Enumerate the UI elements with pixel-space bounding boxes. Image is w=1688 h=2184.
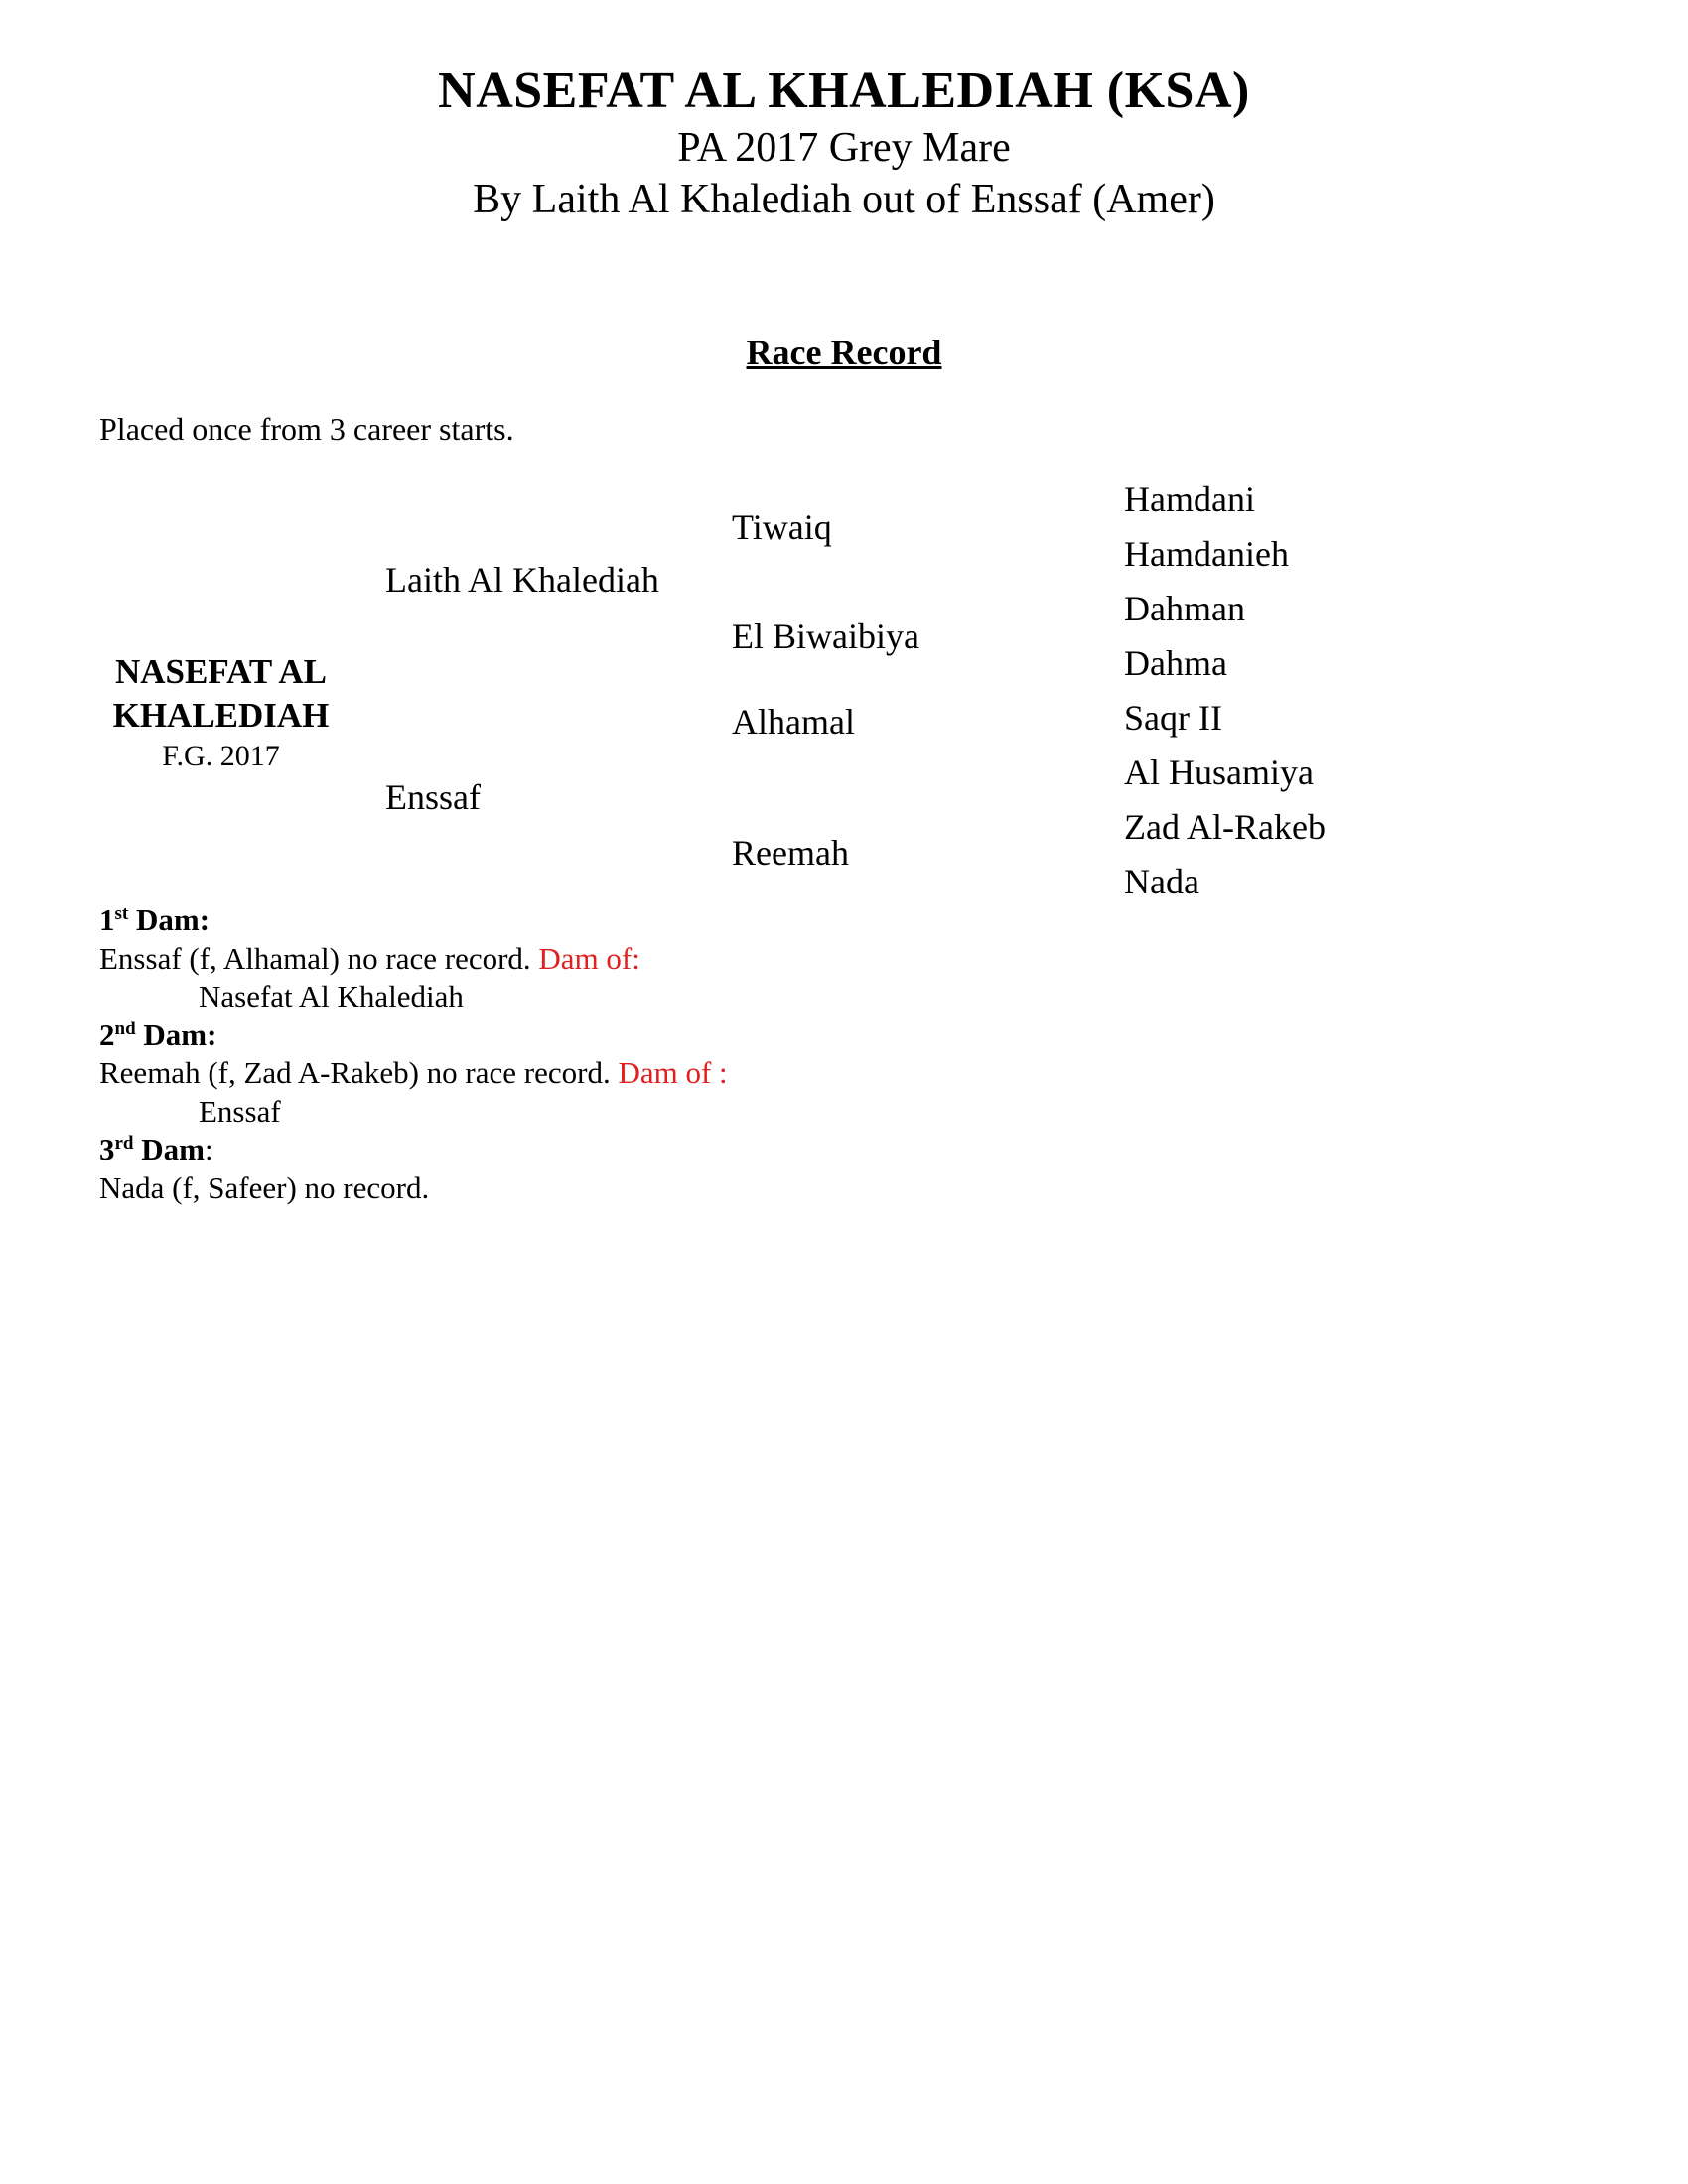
first-dam-label: Dam: (128, 902, 211, 937)
pedigree-great-grandparent: Nada (1124, 862, 1199, 901)
pedigree-sire: Laith Al Khalediah (385, 560, 659, 600)
third-dam-heading (99, 1131, 728, 1169)
second-dam-progeny: Enssaf (199, 1093, 281, 1129)
subject-name-line-2: KHALEDIAH (112, 696, 330, 735)
pedigree-grandsire-paternal: Tiwaiq (732, 507, 832, 547)
second-dam-ordinal-suffix: nd (114, 1018, 136, 1039)
second-dam-dam-of-label: Dam of : (618, 1055, 728, 1090)
pedigree-subject-name (70, 650, 372, 738)
third-dam-text: Nada (f, Safeer) no record. (99, 1169, 430, 1205)
second-dam-text (99, 1054, 728, 1093)
page-subtitle: PA 2017 Grey Mare (677, 125, 1011, 171)
third-dam-ordinal: 3 (99, 1132, 115, 1166)
pedigree-subject-info: F.G. 2017 (162, 740, 280, 772)
third-dam-ordinal-suffix: rd (114, 1133, 134, 1154)
pedigree-great-grandparent: Dahma (1124, 643, 1227, 683)
second-dam-label: Dam: (135, 1017, 217, 1052)
first-dam-progeny: Nasefat Al Khalediah (199, 979, 464, 1014)
subject-name-line-1: NASEFAT AL (115, 652, 327, 691)
page-title: NASEFAT AL KHALEDIAH (KSA) (438, 63, 1250, 119)
pedigree-great-grandparent: Zad Al-Rakeb (1124, 807, 1326, 847)
first-dam-ordinal: 1 (99, 902, 115, 937)
second-dam-description: Reemah (f, Zad A-Rakeb) no race record. (99, 1055, 619, 1090)
breeding-byline: By Laith Al Khalediah out of Enssaf (Amer) (473, 177, 1215, 222)
second-dam-heading (99, 1017, 728, 1055)
pedigree-granddam-maternal: Reemah (732, 833, 849, 873)
third-dam-label: Dam (133, 1132, 205, 1166)
pedigree-great-grandparent: Hamdani (1124, 479, 1255, 519)
pedigree-great-grandparent: Al Husamiya (1124, 752, 1314, 792)
pedigree-grandsire-maternal: Alhamal (732, 702, 855, 742)
first-dam-text (99, 940, 728, 979)
pedigree-great-grandparent: Saqr II (1124, 698, 1222, 738)
second-dam-ordinal: 2 (99, 1017, 115, 1052)
first-dam-dam-of-label: Dam of: (538, 940, 640, 976)
race-record-summary: Placed once from 3 career starts. (99, 411, 514, 447)
first-dam-heading (99, 901, 728, 940)
pedigree-granddam-paternal: El Biwaibiya (732, 616, 919, 656)
first-dam-ordinal-suffix: st (114, 903, 129, 924)
pedigree-dam: Enssaf (385, 777, 481, 817)
pedigree-great-grandparent: Dahman (1124, 589, 1245, 628)
pedigree-great-grandparent: Hamdanieh (1124, 534, 1289, 574)
first-dam-description: Enssaf (f, Alhamal) no race record. (99, 940, 539, 976)
third-dam-colon: : (204, 1132, 213, 1166)
race-record-heading: Race Record (746, 333, 942, 372)
dam-lines (99, 901, 728, 1207)
